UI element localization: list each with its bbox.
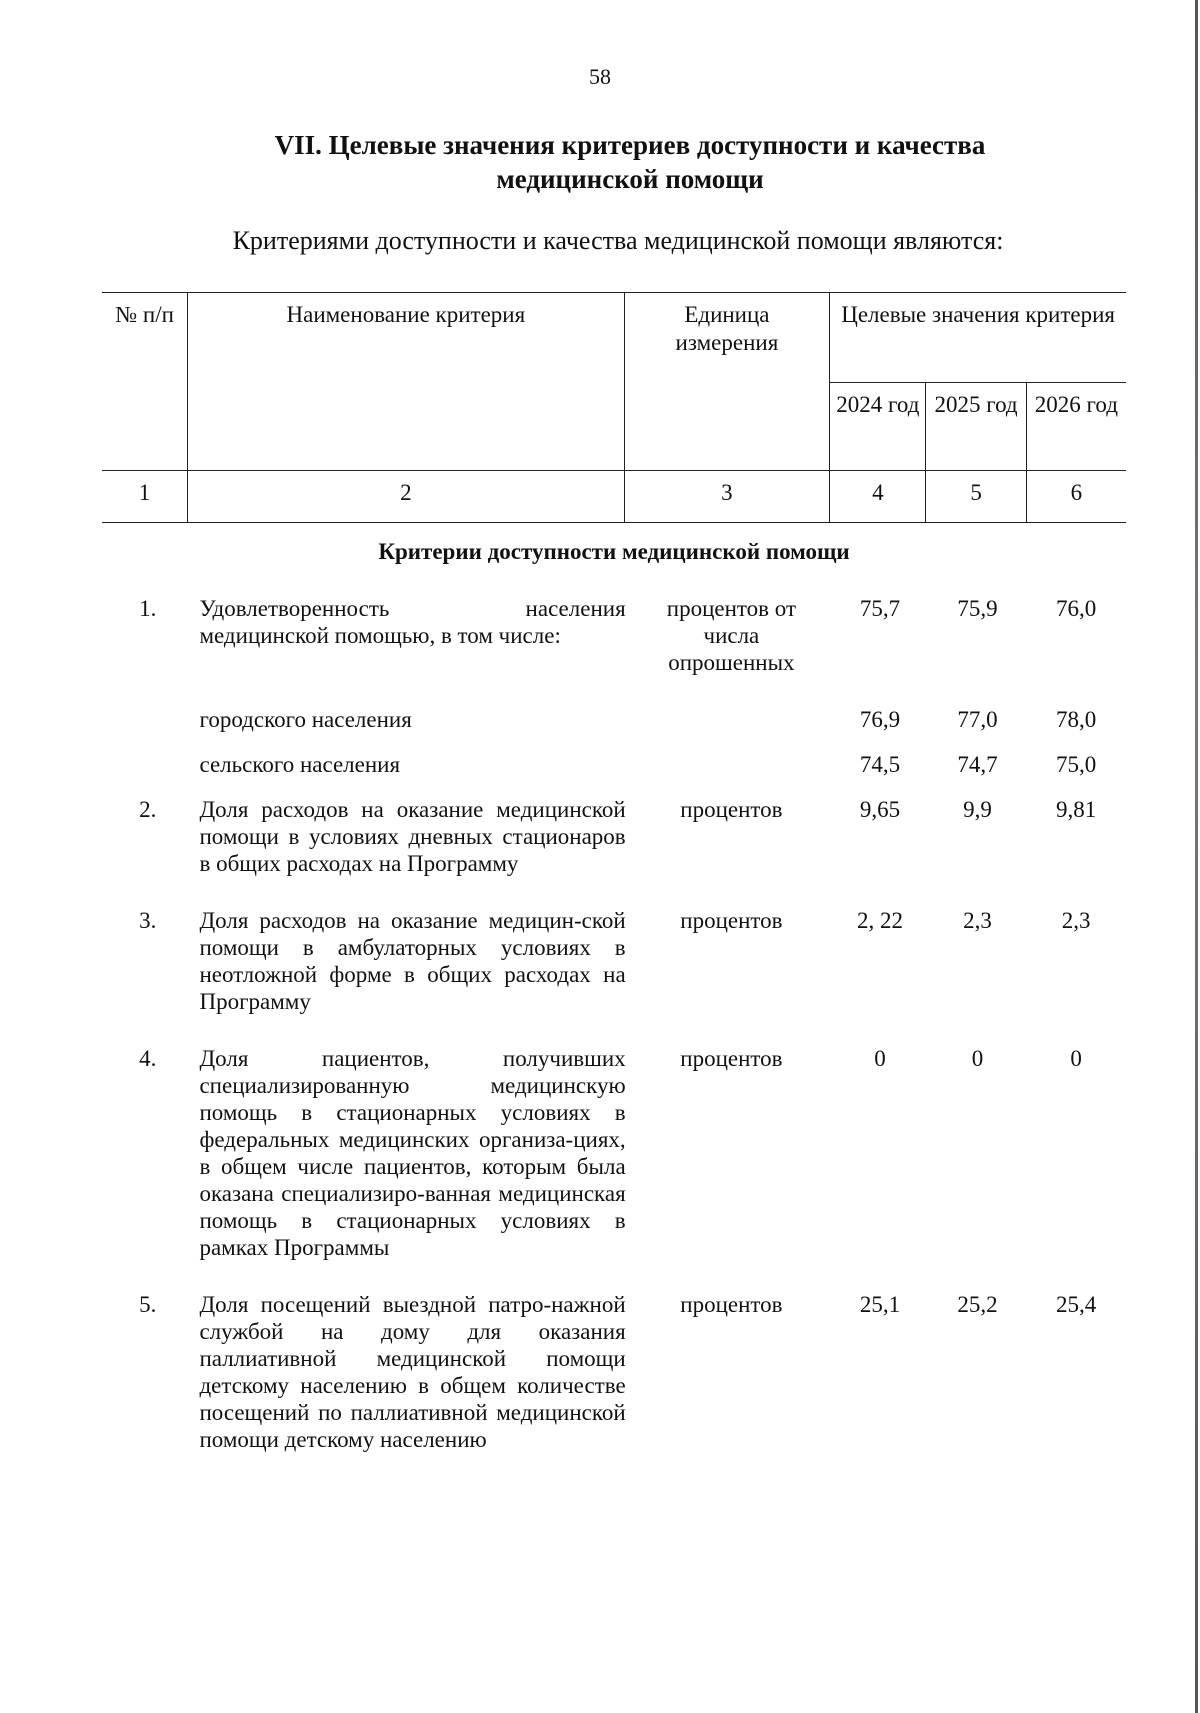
row-name: городского населения — [199, 707, 412, 732]
row-value-2025: 77,0 — [957, 707, 998, 732]
table-row — [102, 1291, 1126, 1453]
row-num — [102, 751, 193, 778]
row-name: сельского населения — [199, 752, 401, 777]
table-row — [102, 796, 1126, 877]
row-unit: процентов — [680, 797, 783, 822]
row-name: Удовлетворенность населения медицинской помощью, в том числе: — [199, 596, 626, 648]
row-value-2024: 76,9 — [859, 707, 901, 732]
row-value-2026: 2,3 — [1061, 908, 1091, 933]
row-num: 1. — [139, 596, 157, 621]
row-num: 3. — [139, 908, 157, 933]
row-unit: процентов — [680, 1292, 783, 1317]
column-number-5: 5 — [926, 471, 1026, 523]
row-value-2024: 9,65 — [859, 797, 901, 822]
column-number-3: 3 — [624, 471, 830, 523]
header-num: № п/п — [102, 293, 188, 471]
row-unit: процентов — [680, 1046, 783, 1071]
row-unit: процентов — [680, 908, 783, 933]
row-value-2026: 78,0 — [1056, 707, 1097, 732]
table-row — [102, 907, 1126, 1015]
row-value-2026: 9,81 — [1056, 797, 1097, 822]
header-year-2026: 2026 год — [1026, 383, 1126, 471]
table-row — [102, 1045, 1126, 1261]
criteria-table-body — [102, 534, 1126, 1453]
section-heading-line2: медицинской помощи — [496, 164, 764, 194]
intro-text: Критериями доступности и качества медицинской помощи являются: — [232, 226, 1004, 255]
column-number-2: 2 — [188, 471, 625, 523]
row-name: Доля расходов на оказание медицин-ской помощи в амбулаторных условиях в неотложной форме в общих расходах на Программу — [199, 908, 626, 1014]
row-value-2024: 75,7 — [859, 596, 901, 621]
column-number-1: 1 — [102, 471, 188, 523]
row-value-2024: 25,1 — [859, 1292, 901, 1317]
row-unit — [632, 751, 831, 778]
criteria-table-header — [102, 292, 1126, 523]
row-value-2025: 74,7 — [957, 752, 998, 777]
row-value-2026: 75,0 — [1056, 752, 1097, 777]
header-year-2024: 2024 год — [830, 383, 926, 471]
scan-edge — [1195, 0, 1198, 1713]
header-name: Наименование критерия — [188, 293, 625, 471]
row-unit — [632, 706, 831, 733]
row-value-2024: 2, 22 — [856, 908, 903, 933]
row-name: Доля пациентов, получивших специализированную медицинскую помощь в стационарных условиях в федеральных медицинских организа-циях, в общем числе пациентов, которым была оказана специализиро-ванная медицинская помощь в стационарных условиях в рамках Программы — [199, 1046, 626, 1260]
row-value-2026: 76,0 — [1056, 596, 1097, 621]
table-row — [102, 595, 1126, 676]
row-num: 5. — [139, 1292, 157, 1317]
row-value-2025: 0 — [971, 1046, 984, 1071]
row-name: Доля расходов на оказание медицинской помощи в условиях дневных стационаров в общих расходах на Программу — [199, 797, 626, 876]
row-value-2026: 25,4 — [1056, 1292, 1097, 1317]
header-targets: Целевые значения критерия — [830, 293, 1126, 383]
row-num: 2. — [139, 797, 157, 822]
row-value-2025: 25,2 — [957, 1292, 998, 1317]
row-name: Доля посещений выездной патро-нажной службой на дому для оказания паллиативной медицинской помощи детскому населению в общем количестве посещений по паллиативной медицинской помощи детскому населению — [199, 1292, 626, 1452]
section-heading-line1: VII. Целевые значения критериев доступности и качества — [274, 130, 986, 160]
row-value-2025: 9,9 — [963, 797, 992, 822]
column-number-6: 6 — [1026, 471, 1126, 523]
row-value-2024: 74,5 — [859, 752, 901, 777]
row-num — [102, 706, 193, 733]
table-row — [102, 751, 1126, 778]
row-unit: процентов от числа опрошенных — [666, 596, 797, 675]
section-heading — [150, 128, 1110, 196]
row-value-2024: 0 — [874, 1046, 886, 1071]
row-value-2025: 75,9 — [957, 596, 998, 621]
section-title: Критерии доступности медицинской помощи — [378, 539, 850, 564]
header-unit: Единица измерения — [624, 293, 830, 471]
row-num: 4. — [139, 1046, 157, 1071]
row-value-2026: 0 — [1070, 1046, 1082, 1071]
table-row — [102, 706, 1126, 733]
header-year-2025: 2025 год — [926, 383, 1026, 471]
page-number: 58 — [589, 64, 611, 89]
column-number-4: 4 — [830, 471, 926, 523]
row-value-2025: 2,3 — [963, 908, 992, 933]
